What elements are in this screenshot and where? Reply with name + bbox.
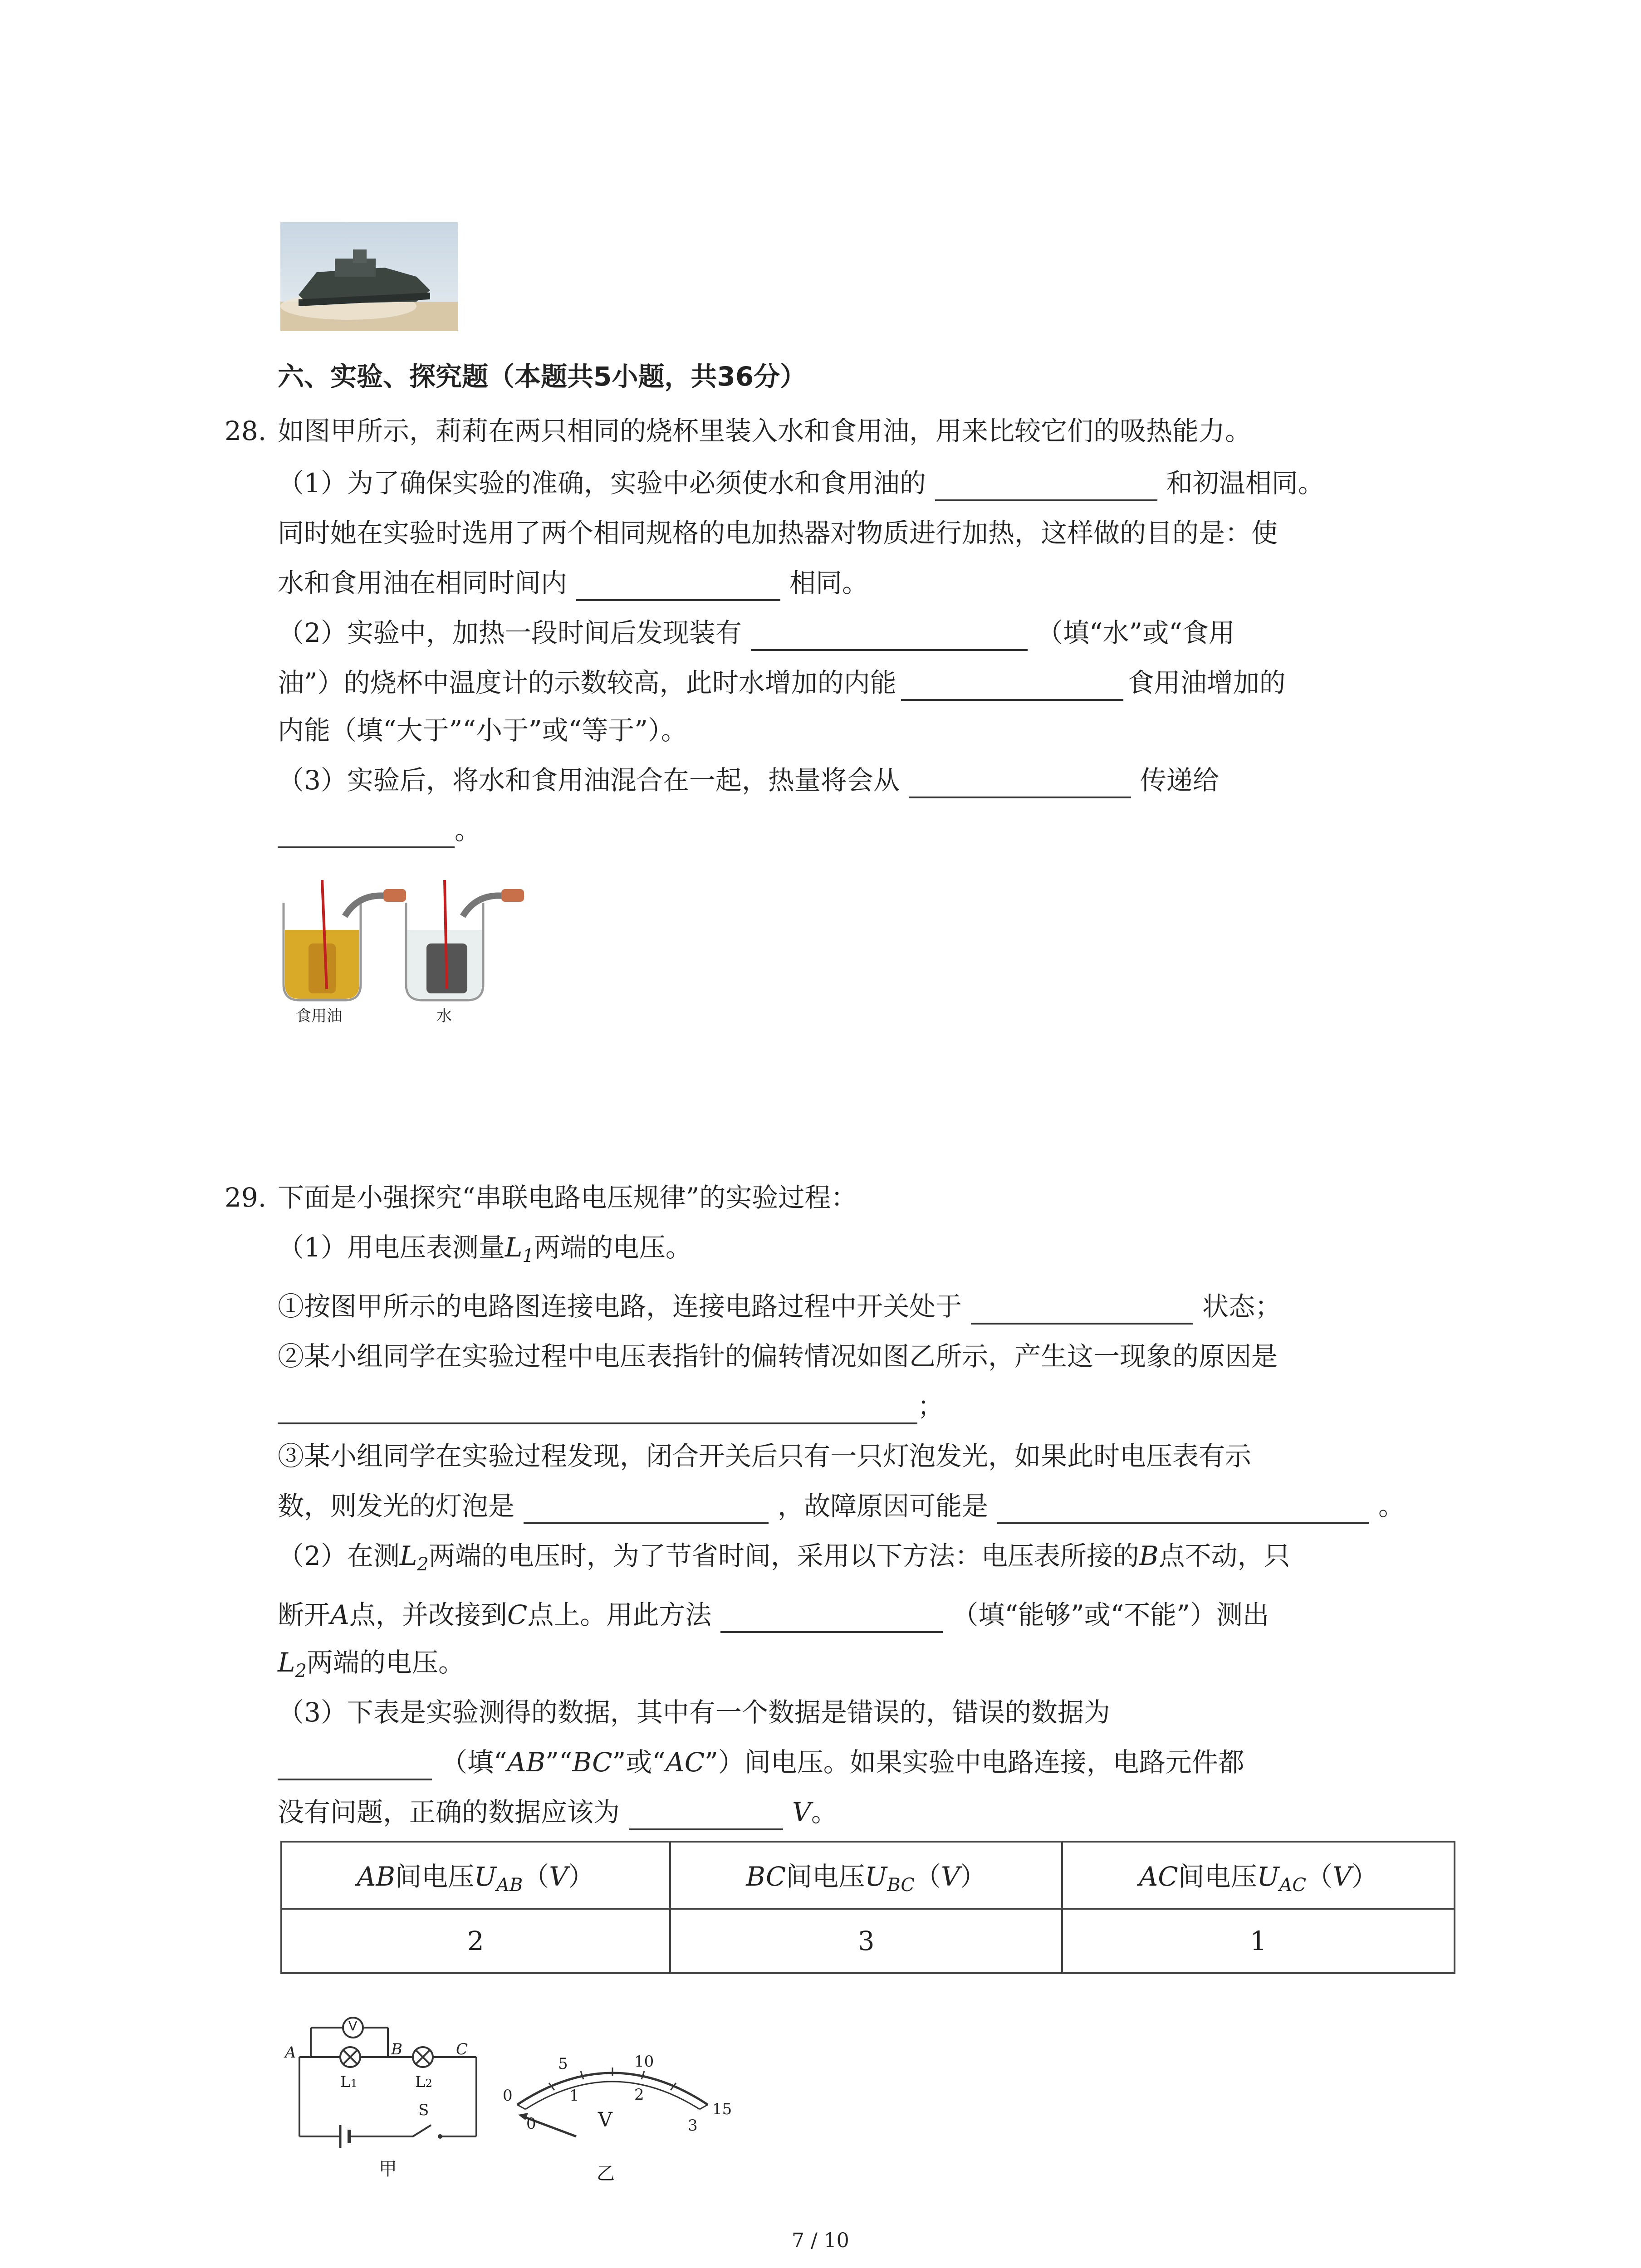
q29-p3-BC: BC	[572, 1747, 612, 1778]
header-sub: AC	[1279, 1874, 1307, 1896]
header-mid: 间电压	[395, 1861, 475, 1892]
header-sub: AB	[496, 1874, 523, 1896]
q28-part1-line2: 同时她在实验时选用了两个相同规格的电加热器对物质进行加热，这样做的目的是：使	[278, 518, 1278, 548]
circuit-label-C: C	[456, 2040, 468, 2058]
circuit-label-S: S	[418, 2101, 429, 2119]
header-unit-open: （	[914, 1861, 941, 1892]
q29-p3-text-f: 没有问题，正确的数据应该为	[278, 1797, 620, 1828]
header-unit-close: ）	[960, 1861, 986, 1892]
q29-p2-var: L	[399, 1540, 417, 1571]
header-unit: V	[549, 1861, 568, 1892]
table-cell: 1	[1062, 1909, 1455, 1973]
q29-step2-line1: ②某小组同学在实验过程中电压表指针的偏转情况如图乙所示，产生这一现象的原因是	[278, 1341, 1278, 1372]
header-U: U	[865, 1861, 887, 1892]
q28-blank-6[interactable]	[278, 818, 455, 848]
table-header-cell	[1062, 1842, 1455, 1909]
l1-sub: 1	[350, 2077, 358, 2090]
q29-p2-text-c: 点不动，只	[1158, 1540, 1290, 1571]
q29-step3-line2	[278, 1488, 1405, 1524]
header-mid: 间电压	[1178, 1861, 1257, 1892]
q28-p1-text-d: 水和食用油在相同时间内	[278, 567, 568, 598]
q29-part2-line3	[278, 1644, 465, 1689]
q28-part3-line2	[278, 812, 481, 848]
q29-p2-text-h: 两端的电压。	[306, 1647, 465, 1678]
q29-p1-sub: 1	[522, 1246, 534, 1266]
circuit-diagram	[277, 2014, 490, 2186]
q29-p2-text-d: 断开	[278, 1599, 331, 1630]
q29-p2-text-a: （2）在测	[278, 1540, 400, 1571]
q28-part3-line1	[278, 762, 1219, 798]
header-sub: BC	[887, 1874, 915, 1896]
header-mid: 间电压	[786, 1861, 865, 1892]
section-heading: 六、实验、探究题（本题共5小题，共36分）	[278, 361, 807, 392]
table-row	[281, 1909, 1455, 1973]
q29-p2-A: A	[330, 1599, 349, 1630]
table-header-cell	[670, 1842, 1063, 1909]
header-unit: V	[941, 1861, 960, 1892]
q29-part1	[278, 1229, 692, 1274]
header-U: U	[474, 1861, 496, 1892]
dial-top-tick-0: 0	[503, 2087, 513, 2105]
q29-step1	[278, 1288, 1281, 1325]
q29-p2-text-b: 两端的电压时，为了节省时间，采用以下方法：电压表所接的	[428, 1540, 1139, 1571]
q28-blank-3[interactable]	[751, 621, 1028, 651]
header-U: U	[1257, 1861, 1279, 1892]
q29-p3-V: V	[792, 1797, 811, 1828]
dial-top-tick-15: 15	[712, 2100, 732, 2118]
l2-sub: 2	[425, 2077, 432, 2090]
q29-step2-line2	[278, 1388, 944, 1424]
q28-blank-4[interactable]	[901, 671, 1123, 701]
q29-s1-text-a: ①按图甲所示的电路图连接电路，连接电路过程中开关处于	[278, 1291, 962, 1322]
q29-p2-text-f: 点上。用此方法	[527, 1599, 712, 1630]
header-unit: V	[1332, 1861, 1352, 1892]
header-unit-open: （	[523, 1861, 549, 1892]
q29-s1-text-b: 状态；	[1202, 1291, 1282, 1322]
q29-p3-AC: AC	[665, 1747, 705, 1778]
q29-s3-text-c: ，故障原因可能是	[778, 1491, 989, 1521]
q29-p2-h-var: L	[278, 1647, 295, 1678]
q29-number: 29.	[225, 1182, 267, 1213]
header-unit-close: ）	[568, 1861, 595, 1892]
voltage-table	[280, 1841, 1455, 1974]
q28-part2-line2	[278, 665, 1286, 701]
q29-s3-text-d: 。	[1378, 1491, 1405, 1521]
q29-blank-4[interactable]	[997, 1494, 1369, 1524]
q29-blank-2[interactable]	[278, 1394, 917, 1424]
q29-blank-5[interactable]	[720, 1603, 943, 1633]
circuit-label-L2	[415, 2073, 432, 2091]
q29-blank-3[interactable]	[524, 1494, 769, 1524]
q29-p1-text-a: （1）用电压表测量	[278, 1232, 505, 1263]
q29-p2-text-e: 点，并改接到	[349, 1599, 507, 1630]
q29-part3-line1: （3）下表是实验测得的数据，其中有一个数据是错误的，错误的数据为	[278, 1697, 1110, 1728]
q29-intro: 下面是小强探究“串联电路电压规律”的实验过程：	[278, 1182, 857, 1213]
q28-intro: 如图甲所示，莉莉在两只相同的烧杯里装入水和食用油，用来比较它们的吸热能力。	[278, 415, 1252, 446]
q28-p2-text-b: （填“水”或“食用	[1036, 617, 1235, 648]
q29-part2-line1	[278, 1538, 1290, 1583]
q29-p2-C: C	[507, 1599, 528, 1630]
q29-part2-line2	[278, 1597, 1269, 1633]
q29-s3-text-b: 数，则发光的灯泡是	[278, 1491, 515, 1521]
q29-step3-line1: ③某小组同学在实验过程发现，闭合开关后只有一只灯泡发光，如果此时电压表有示	[278, 1441, 1252, 1471]
table-header-cell	[281, 1842, 670, 1909]
q28-p2-text-a: （2）实验中，加热一段时间后发现装有	[278, 617, 742, 648]
hovercraft-photo	[280, 222, 458, 331]
dial-bottom-tick-3: 3	[688, 2116, 698, 2135]
beaker-label-oil: 食用油	[296, 1007, 342, 1025]
header-pre: AB	[357, 1861, 396, 1892]
q28-p1-text-a: （1）为了确保实验的准确，实验中必须使水和食用油的	[278, 468, 926, 499]
dial-top-tick-5: 5	[558, 2055, 568, 2073]
q29-p3-text-e: ”）间电压。如果实验中电路连接，电路元件都	[705, 1747, 1244, 1778]
header-pre: AC	[1139, 1861, 1178, 1892]
circuit-caption: 甲	[379, 2159, 397, 2180]
beakers-figure	[277, 875, 531, 1030]
q29-p1-text-b: 两端的电压。	[534, 1232, 692, 1263]
q28-p2-text-d: 食用油增加的	[1127, 667, 1286, 698]
q29-p3-text-b: （填“	[441, 1747, 507, 1778]
table-cell: 2	[281, 1909, 670, 1973]
header-unit-close: ）	[1351, 1861, 1378, 1892]
q28-blank-2[interactable]	[576, 571, 780, 601]
q29-p2-text-g: （填“能够”或“不能”）测出	[952, 1599, 1269, 1630]
q28-number: 28.	[225, 415, 267, 446]
dial-unit: V	[598, 2108, 612, 2131]
table-header-row	[281, 1842, 1455, 1909]
header-unit-open: （	[1306, 1861, 1333, 1892]
q29-p3-text-g: 。	[811, 1797, 838, 1828]
header-pre: BC	[746, 1861, 786, 1892]
q29-p3-text-c: ”“	[545, 1747, 573, 1778]
q29-s2-text-b: ；	[917, 1391, 944, 1422]
q29-p1-var: L	[505, 1232, 523, 1263]
q29-p3-text-d: ”或“	[612, 1747, 666, 1778]
q28-p2-text-c: 油”）的烧杯中温度计的示数较高，此时水增加的内能	[278, 667, 896, 698]
q28-part1-line1	[278, 465, 1324, 501]
circuit-label-B: B	[391, 2040, 402, 2058]
q29-blank-7[interactable]	[629, 1800, 783, 1830]
dial-top-tick-10: 10	[634, 2053, 654, 2071]
q29-p2-B: B	[1139, 1540, 1159, 1571]
q28-p3-text-a: （3）实验后，将水和食用油混合在一起，热量将会从	[278, 765, 900, 796]
q28-p3-text-c: 。	[455, 815, 481, 846]
q28-blank-5[interactable]	[909, 768, 1131, 798]
q29-blank-1[interactable]	[971, 1295, 1193, 1325]
dial-bottom-tick-1: 1	[569, 2087, 579, 2105]
q29-p2-h-sub: 2	[295, 1661, 307, 1681]
q29-p3-AB: AB	[507, 1747, 546, 1778]
q28-blank-1[interactable]	[935, 471, 1157, 501]
q29-blank-6[interactable]	[278, 1750, 432, 1780]
voltmeter-dial	[490, 2028, 735, 2186]
q28-part2-line1	[278, 615, 1235, 651]
q29-part3-line3	[278, 1794, 838, 1830]
q28-part2-line3: 内能（填“大于”“小于”或“等于”）。	[278, 715, 687, 746]
q28-p1-text-e: 相同。	[789, 567, 869, 598]
dial-bottom-tick-0: 0	[526, 2115, 536, 2133]
dial-caption: 乙	[597, 2163, 615, 2184]
l1-letter: L	[340, 2073, 351, 2091]
page-number: 7 / 10	[792, 2229, 849, 2252]
q28-p1-text-b: 和初温相同。	[1166, 468, 1324, 499]
q29-part3-line2	[278, 1744, 1244, 1780]
q28-part1-line3	[278, 565, 868, 601]
dial-bottom-tick-2: 2	[634, 2086, 644, 2104]
beaker-label-water: 水	[436, 1007, 452, 1025]
q28-p3-text-b: 传递给	[1140, 765, 1219, 796]
table-cell: 3	[670, 1909, 1063, 1973]
circuit-label-A: A	[285, 2043, 296, 2062]
l2-letter: L	[415, 2073, 426, 2091]
q29-p2-sub: 2	[417, 1554, 429, 1575]
circuit-label-L1	[340, 2073, 358, 2091]
circuit-voltmeter-label: V	[348, 2019, 358, 2033]
